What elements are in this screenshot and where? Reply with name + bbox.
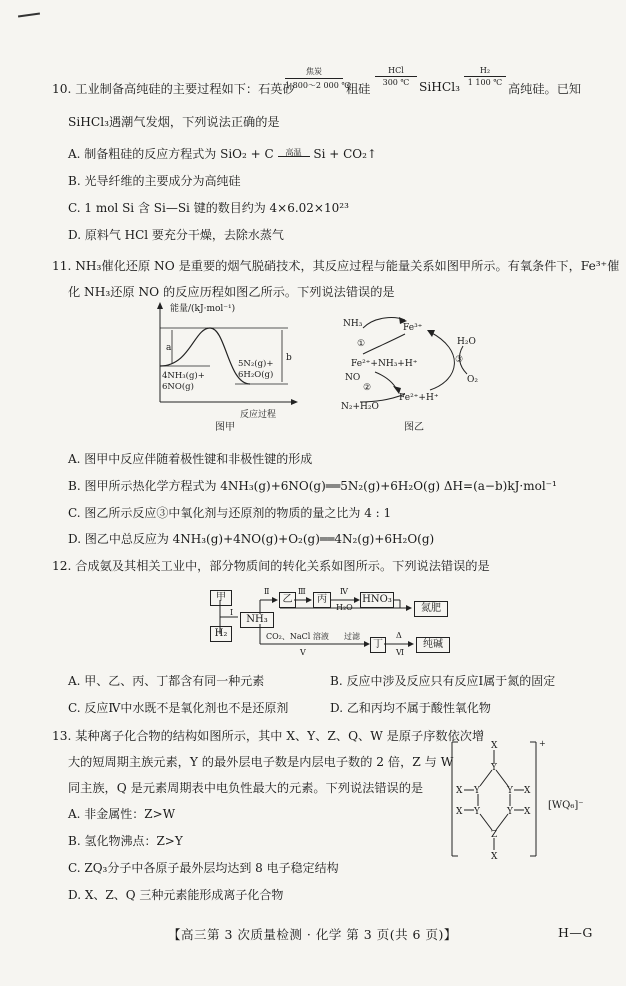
atom-z: Z	[491, 830, 498, 840]
q13-option-d: D. X、Z、Q 三种元素能形成离子化合物	[68, 888, 284, 902]
energy-y-arrow	[157, 302, 163, 309]
atom-x-right-bottom: X	[524, 807, 531, 817]
atom-x-bottom: X	[491, 852, 498, 862]
step-iii: Ⅲ	[298, 587, 306, 596]
q10-option-a	[68, 145, 377, 162]
corner-mark	[18, 12, 40, 17]
mech-step-3: ③	[455, 355, 464, 365]
node-yi: 乙	[279, 592, 296, 608]
q12-option-a: A. 甲、乙、丙、丁都含有同一种元素	[68, 674, 265, 688]
figure-yi-caption: 图乙	[404, 422, 424, 433]
atom-y-left-top: Y	[474, 786, 480, 796]
mech-arc-2	[375, 372, 397, 390]
atom-y-top: Y	[491, 763, 497, 773]
energy-y-label: 能量/(kJ·mol⁻¹)	[170, 304, 236, 314]
energy-reactant-2: 6NO(g)	[162, 382, 194, 392]
mech-arrow-3	[427, 330, 435, 337]
node-nh3: NH₃	[240, 612, 274, 628]
q10-arrow2-top: HCl	[388, 66, 404, 75]
energy-product-1: 5N₂(g)+	[238, 359, 274, 369]
q10-arrow1-bottom: 1 800～2 000 ℃	[285, 81, 351, 90]
node-ding: 丁	[370, 637, 386, 653]
atom-x-top: X	[491, 741, 498, 751]
step-iv-water: H₂O	[336, 603, 353, 612]
q13-stem-line1: 13. 某种离子化合物的结构如图所示，其中 X、Y、Z、Q、W 是原子序数依次增	[52, 729, 485, 743]
ion-structure	[448, 738, 598, 862]
q10-option-a-condition: 高温	[285, 148, 302, 157]
atom-y-right-top: Y	[507, 786, 513, 796]
q11-option-d: D. 图乙中总反应为 4NH₃(g)+4NO(g)+O₂(g)══4N₂(g)+6H₂O(g)	[68, 532, 435, 546]
atom-x-left-top: X	[456, 786, 463, 796]
mech-h2o: H₂O	[457, 337, 476, 347]
mech-fe3: Fe³⁺	[403, 323, 423, 333]
q10-arrow2-bottom: 300 ℃	[382, 78, 410, 87]
q13-stem-line2: 大的短周期主族元素，Y 的最外层电子数是内层电子数的 2 倍，Z 与 W	[68, 755, 454, 769]
step-i: Ⅰ	[230, 608, 234, 617]
q10-option-a-pre: A. 制备粗硅的反应方程式为 SiO₂ + C	[68, 147, 274, 161]
mech-fe2-nh3: Fe²⁺+NH₃+H⁺	[351, 359, 418, 369]
q13-option-a: A. 非金属性：Z>W	[68, 807, 176, 821]
node-chunjian: 纯碱	[416, 637, 450, 653]
mech-fe2-h: Fe²⁺+H⁺	[399, 393, 439, 403]
q10-mid2: SiHCl₃	[419, 80, 460, 94]
q12-option-d: D. 乙和丙均不属于酸性氧化物	[330, 701, 491, 715]
mech-step-1: ①	[357, 339, 366, 349]
node-jia: 甲	[210, 590, 232, 606]
page-footer: 【高三第 3 次质量检测 · 化学 第 3 页(共 6 页)】	[168, 927, 457, 942]
q10-option-c: C. 1 mol Si 含 Si—Si 键的数目约为 4×6.02×10²³	[68, 201, 349, 215]
mech-nh3: NH₃	[343, 319, 363, 329]
q10-stem-line1	[52, 80, 295, 97]
mech-arc-1b	[363, 334, 405, 354]
mech-o2: O₂	[467, 375, 478, 385]
mechanism-diagram	[335, 310, 495, 415]
energy-diagram	[150, 300, 300, 428]
step-heat: Δ	[396, 631, 402, 640]
step-ii: Ⅱ	[264, 587, 270, 596]
q11-option-a: A. 图甲中反应伴随着极性键和非极性键的形成	[68, 452, 313, 466]
q13-option-b: B. 氢化物沸点：Z>Y	[68, 834, 183, 848]
q10-stem-end: 高纯硅。已知	[508, 82, 582, 96]
atom-x-left-bottom: X	[456, 807, 463, 817]
anion-label: [WQ₆]⁻	[548, 800, 584, 811]
q10-arrow2	[375, 66, 417, 87]
atom-y-left-bottom: Y	[474, 807, 480, 817]
mech-no: NO	[345, 373, 361, 383]
q10-arrow1	[285, 66, 351, 91]
energy-b-label: b	[286, 353, 292, 363]
q10-arrow3	[464, 66, 506, 87]
node-hno3: HNO₃	[360, 592, 394, 608]
q11-option-b: B. 图甲所示热化学方程式为 4NH₃(g)+6NO(g)══5N₂(g)+6H₂O(g) ΔH=(a−b)kJ·mol⁻¹	[68, 479, 557, 493]
q12-option-b: B. 反应中涉及反应只有反应Ⅰ属于氮的固定	[330, 674, 556, 688]
step-iv: Ⅳ	[340, 587, 348, 596]
mech-arc-3	[430, 332, 454, 390]
energy-a-label: a	[166, 343, 172, 353]
atom-x-right-top: X	[524, 786, 531, 796]
q10-mid1: 粗硅	[346, 82, 371, 96]
q10-arrow1-top: 焦炭	[306, 67, 322, 76]
step-filter: 过滤	[344, 632, 360, 641]
q13-option-c: C. ZQ₃分子中各原子最外层均达到 8 电子稳定结构	[68, 861, 339, 875]
q10-stem-start: 10. 工业制备高纯硅的主要过程如下：石英砂	[52, 82, 295, 96]
cation-charge: +	[539, 739, 546, 748]
q11-option-c: C. 图乙所示反应③中氧化剂与还原剂的物质的量之比为 4 : 1	[68, 506, 392, 520]
q10-stem-line2: SiHCl₃遇潮气发烟，下列说法正确的是	[68, 115, 280, 129]
mech-n2-h2o: N₂+H₂O	[341, 402, 379, 412]
step-v: Ⅴ	[300, 648, 306, 657]
energy-product-2: 6H₂O(g)	[238, 370, 274, 380]
energy-x-arrow	[291, 399, 298, 405]
q12-option-c: C. 反应Ⅳ中水既不是氧化剂也不是还原剂	[68, 701, 289, 715]
q10-option-a-post: Si + CO₂↑	[313, 147, 377, 161]
q11-stem-line2: 化 NH₃还原 NO 的反应历程如图乙所示。下列说法错误的是	[68, 285, 395, 299]
process-diagram	[200, 582, 460, 680]
mech-step-2: ②	[363, 383, 372, 393]
paper-code: H—G	[558, 925, 593, 940]
q10-option-d: D. 原料气 HCl 要充分干燥，去除水蒸气	[68, 228, 284, 242]
step-v-conditions: CO₂、NaCl 溶液	[266, 632, 329, 641]
node-bing: 丙	[313, 592, 331, 608]
q10-arrow3-top: H₂	[479, 66, 491, 75]
figure-jia-caption: 图甲	[215, 422, 235, 433]
energy-x-label: 反应过程	[240, 410, 277, 420]
q10-option-b: B. 光导纤维的主要成分为高纯硅	[68, 174, 241, 188]
step-vi: Ⅵ	[396, 648, 405, 657]
node-h2: H₂	[210, 626, 232, 642]
q10-arrow3-bottom: 1 100 ℃	[467, 78, 503, 87]
q13-stem-line3: 同主族，Q 是元素周期表中电负性最大的元素。下列说法错误的是	[68, 781, 424, 795]
mech-arc-1	[363, 318, 405, 328]
node-danfei: 氮肥	[414, 601, 448, 617]
q12-stem: 12. 合成氨及其相关工业中，部分物质间的转化关系如图所示。下列说法错误的是	[52, 559, 490, 573]
q11-stem-line1: 11. NH₃催化还原 NO 是重要的烟气脱硝技术，其反应过程与能量关系如图甲所示。有氧条件下，Fe³⁺催	[52, 259, 620, 273]
energy-reactant-1: 4NH₃(g)+	[162, 371, 205, 381]
atom-y-right-bottom: Y	[507, 807, 513, 817]
